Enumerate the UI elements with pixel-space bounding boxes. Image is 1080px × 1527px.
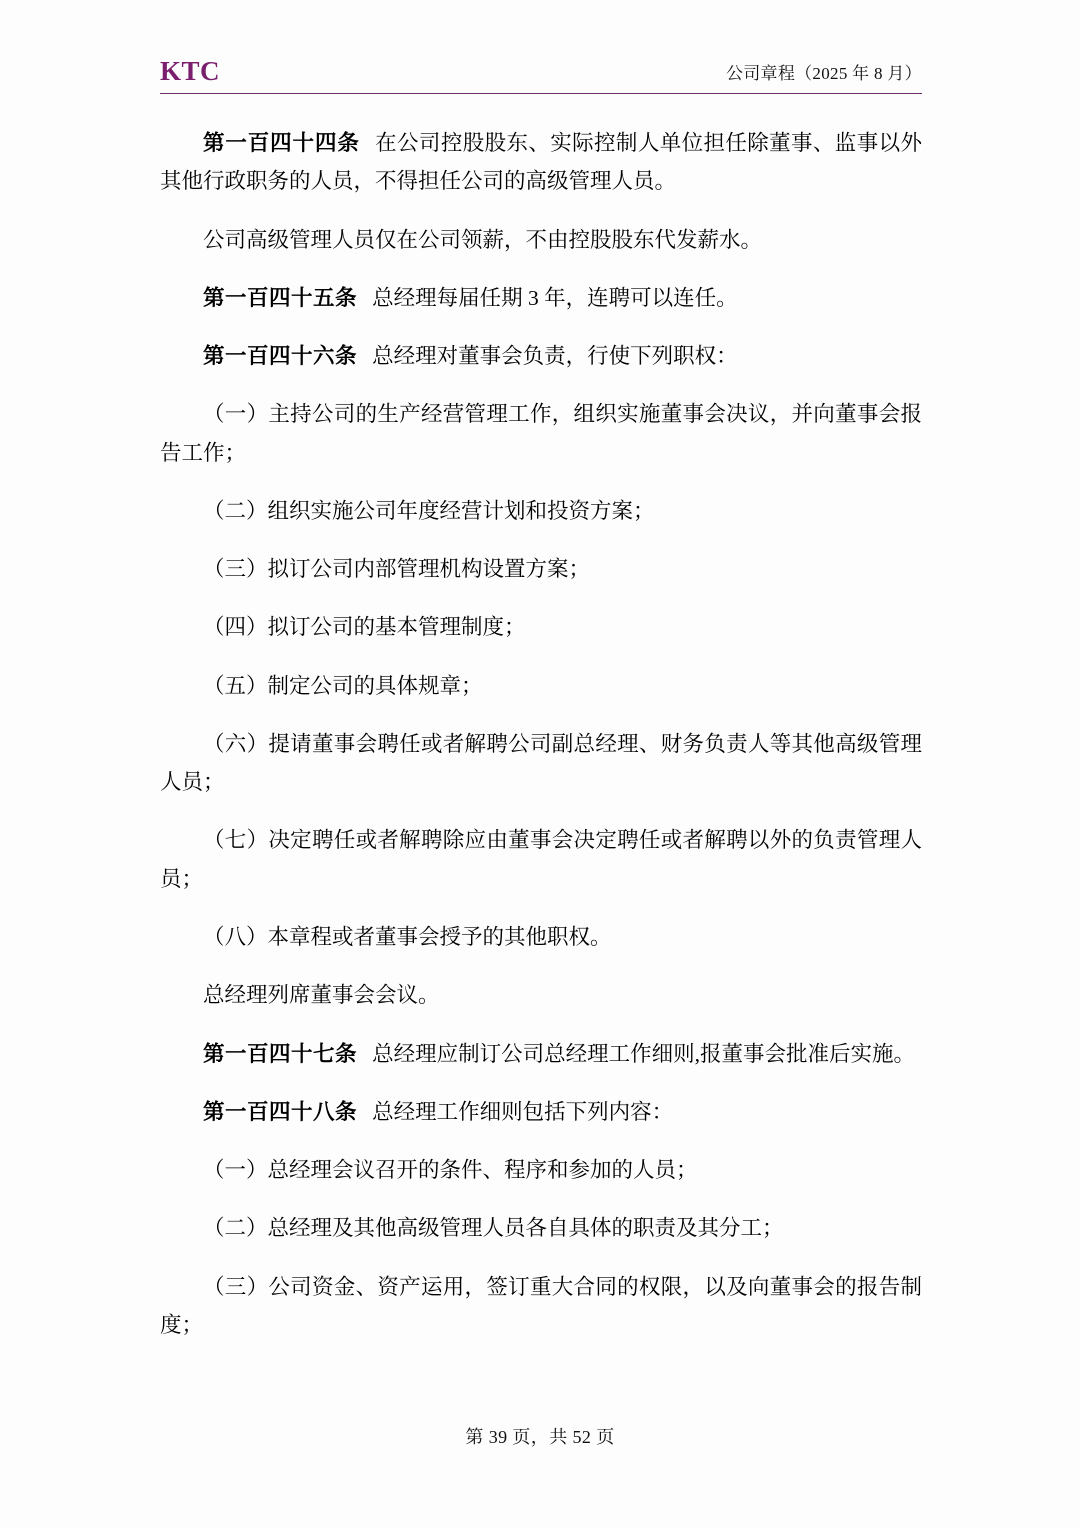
page-content — [160, 56, 922, 1364]
paragraph-text: （二）总经理及其他高级管理人员各自具体的职责及其分工； — [203, 1216, 784, 1241]
list-item-146-1 — [160, 395, 922, 472]
list-item-148-2 — [160, 1209, 922, 1247]
list-item-146-6 — [160, 725, 922, 802]
list-item-148-1 — [160, 1151, 922, 1189]
list-item-146-7 — [160, 821, 922, 898]
paragraph-text: （三）拟订公司内部管理机构设置方案； — [203, 557, 591, 582]
list-item-146-5 — [160, 667, 922, 705]
paragraph-article-144 — [160, 124, 922, 201]
paragraph-text: 公司高级管理人员仅在公司领薪，不由控股股东代发薪水。 — [203, 227, 763, 252]
paragraph-article-146 — [160, 337, 922, 375]
page-footer — [0, 1423, 1080, 1449]
article-text: 总经理工作细则包括下列内容： — [372, 1099, 674, 1124]
paragraph-text: （六）提请董事会聘任或者解聘公司副总经理、财务负责人等其他高级管理人员； — [160, 731, 922, 795]
paragraph-article-145 — [160, 279, 922, 317]
article-label: 第一百四十六条 — [203, 344, 358, 369]
article-label: 第一百四十七条 — [203, 1041, 358, 1066]
paragraph-text: （一）主持公司的生产经营管理工作，组织实施董事会决议，并向董事会报告工作； — [160, 402, 922, 465]
article-label: 第一百四十五条 — [203, 285, 358, 310]
list-item-146-8 — [160, 918, 922, 956]
header-document-title: 公司章程（2025 年 8 月） — [725, 64, 922, 83]
paragraph-text: （五）制定公司的具体规章； — [203, 673, 483, 698]
company-logo: KTC — [160, 56, 221, 86]
paragraph-144-2 — [160, 221, 922, 259]
paragraph-text: （三）公司资金、资产运用，签订重大合同的权限，以及向董事会的报告制度； — [160, 1274, 922, 1337]
article-text: 总经理应制订公司总经理工作细则,报董事会批准后实施。 — [372, 1041, 915, 1066]
paragraph-article-147 — [160, 1035, 922, 1073]
page-number: 第 39 页，共 52 页 — [465, 1427, 615, 1447]
list-item-148-3 — [160, 1268, 922, 1345]
paragraph-text: （四）拟订公司的基本管理制度； — [203, 615, 526, 640]
article-text: 在公司控股股东、实际控制人单位担任除董事、监事以外其他行政职务的人员，不得担任公司的高级管理人员。 — [160, 131, 922, 194]
document-body — [160, 124, 922, 1344]
paragraph-text: （二）组织实施公司年度经营计划和投资方案； — [203, 498, 655, 523]
paragraph-article-148 — [160, 1093, 922, 1131]
article-text: 总经理对董事会负责，行使下列职权： — [372, 344, 738, 369]
paragraph-text: （一）总经理会议召开的条件、程序和参加的人员； — [203, 1158, 698, 1183]
page-header — [160, 56, 922, 94]
paragraph-146-end — [160, 976, 922, 1014]
article-label: 第一百四十八条 — [203, 1099, 358, 1124]
paragraph-text: （八）本章程或者董事会授予的其他职权。 — [203, 924, 612, 949]
article-label: 第一百四十四条 — [203, 131, 360, 155]
article-text: 总经理每届任期 3 年，连聘可以连任。 — [372, 285, 738, 310]
list-item-146-2 — [160, 492, 922, 530]
list-item-146-4 — [160, 608, 922, 646]
paragraph-text: 总经理列席董事会会议。 — [203, 983, 440, 1008]
list-item-146-3 — [160, 550, 922, 588]
paragraph-text: （七）决定聘任或者解聘除应由董事会决定聘任或者解聘以外的负责管理人员； — [160, 828, 922, 891]
